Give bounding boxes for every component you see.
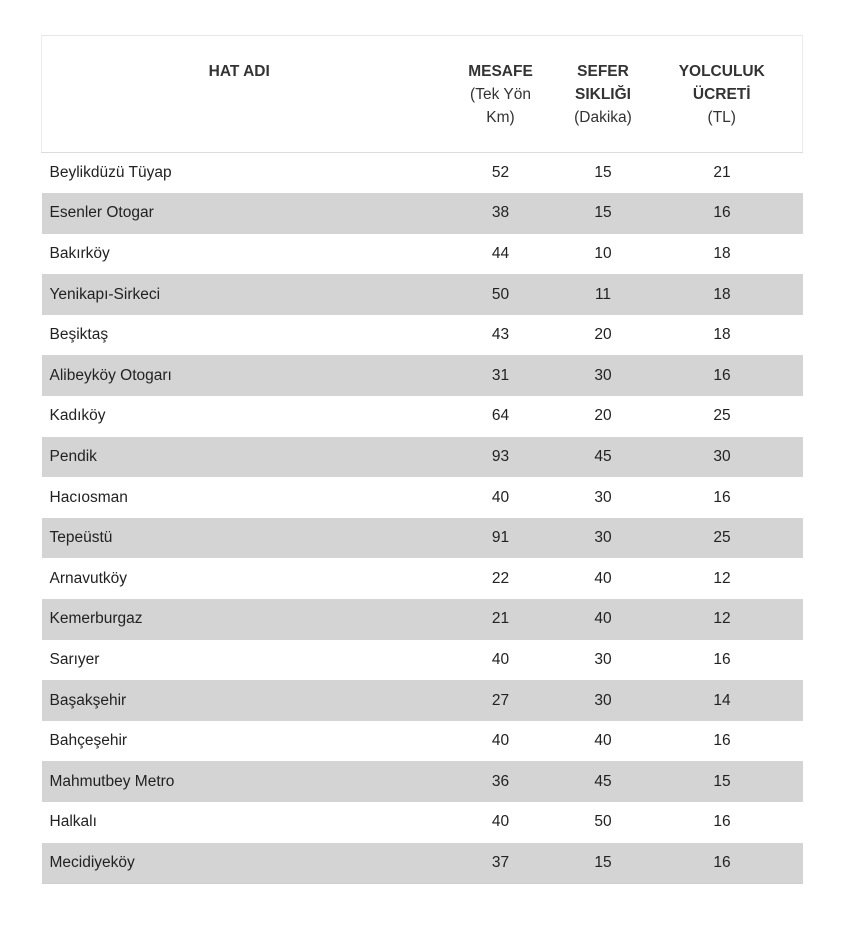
route-name-cell: Başakşehir — [49, 691, 127, 709]
route-name-cell: Bahçeşehir — [49, 732, 128, 750]
distance-cell: 44 — [491, 244, 510, 262]
table-row — [42, 599, 803, 640]
frequency-cell: 15 — [594, 204, 612, 222]
distance-cell: 50 — [491, 285, 510, 303]
route-name-cell: Beylikdüzü Tüyap — [49, 164, 172, 182]
fare-cell: 18 — [713, 285, 731, 303]
fare-cell: 16 — [713, 650, 731, 668]
frequency-cell: 30 — [594, 529, 612, 547]
route-name-cell: Esenler Otogar — [49, 204, 154, 222]
header-row — [42, 36, 803, 153]
table-row — [42, 274, 803, 315]
distance-cell: 93 — [491, 447, 510, 465]
frequency-cell: 11 — [594, 285, 612, 303]
distance-cell: 91 — [491, 529, 510, 547]
frequency-cell: 40 — [594, 610, 612, 628]
route-name-cell: Beşiktaş — [49, 326, 109, 344]
table-row — [42, 721, 803, 762]
header-fare-unit: (TL) — [707, 109, 736, 126]
header-frequency — [565, 36, 642, 153]
distance-cell: 27 — [491, 691, 510, 709]
route-name-cell: Alibeyköy Otogarı — [49, 366, 172, 384]
route-name-cell: Mahmutbey Metro — [49, 772, 175, 790]
frequency-cell: 45 — [594, 447, 612, 465]
header-frequency-title-2: SIKLIĞI — [575, 86, 631, 103]
frequency-cell: 30 — [594, 650, 612, 668]
table-row — [42, 396, 803, 437]
route-name-cell: Halkalı — [49, 813, 97, 831]
table-row — [42, 234, 803, 275]
distance-cell: 40 — [491, 488, 510, 506]
header-distance — [437, 36, 565, 153]
fare-cell: 16 — [713, 813, 731, 831]
route-name-cell: Kadıköy — [49, 407, 106, 425]
header-frequency-unit: (Dakika) — [574, 109, 632, 126]
table-row — [42, 477, 803, 518]
table-row — [42, 802, 803, 843]
route-name-cell: Sarıyer — [49, 650, 100, 668]
fare-cell: 16 — [713, 853, 731, 871]
frequency-cell: 40 — [594, 732, 612, 750]
table-row — [42, 640, 803, 681]
frequency-cell: 50 — [594, 813, 612, 831]
distance-cell: 22 — [491, 569, 510, 587]
header-distance-title: MESAFE — [468, 63, 533, 80]
fare-cell: 12 — [713, 610, 731, 628]
fare-cell: 18 — [713, 244, 731, 262]
header-frequency-title-1: SEFER — [577, 63, 629, 80]
distance-cell: 38 — [491, 204, 510, 222]
fare-cell: 16 — [713, 204, 731, 222]
distance-cell: 52 — [491, 164, 510, 182]
table-row — [42, 437, 803, 478]
header-route-name-label: HAT ADI — [208, 63, 270, 80]
route-table — [41, 35, 803, 884]
table-header — [42, 36, 803, 153]
route-name-cell: Hacıosman — [49, 488, 128, 506]
table-row — [42, 680, 803, 721]
header-fare-title-2: ÜCRETİ — [692, 86, 751, 103]
table-row — [42, 558, 803, 599]
fare-cell: 25 — [713, 407, 731, 425]
distance-cell: 21 — [491, 610, 510, 628]
route-table-container — [41, 35, 802, 884]
distance-cell: 37 — [491, 853, 510, 871]
table-row — [42, 153, 803, 194]
frequency-cell: 40 — [594, 569, 612, 587]
header-route-name — [42, 36, 437, 153]
route-name-cell: Kemerburgaz — [49, 610, 143, 628]
fare-cell: 30 — [713, 447, 731, 465]
header-fare-title-1: YOLCULUK — [678, 63, 765, 80]
route-name-cell: Arnavutköy — [49, 569, 128, 587]
frequency-cell: 20 — [594, 326, 612, 344]
distance-cell: 31 — [491, 366, 510, 384]
header-distance-unit-1: (Tek Yön — [470, 86, 531, 103]
frequency-cell: 20 — [594, 407, 612, 425]
distance-cell: 40 — [491, 650, 510, 668]
table-row — [42, 355, 803, 396]
table-body — [42, 153, 803, 884]
distance-cell: 40 — [491, 732, 510, 750]
fare-cell: 15 — [713, 772, 731, 790]
frequency-cell: 10 — [594, 244, 612, 262]
fare-cell: 21 — [713, 164, 731, 182]
route-name-cell: Pendik — [49, 447, 97, 465]
distance-cell: 36 — [491, 772, 510, 790]
route-name-cell: Tepeüstü — [49, 529, 113, 547]
route-name-cell: Mecidiyeköy — [49, 853, 135, 871]
frequency-cell: 45 — [594, 772, 612, 790]
fare-cell: 12 — [713, 569, 731, 587]
fare-cell: 18 — [713, 326, 731, 344]
table-row — [42, 518, 803, 559]
fare-cell: 16 — [713, 732, 731, 750]
fare-cell: 14 — [713, 691, 731, 709]
frequency-cell: 30 — [594, 691, 612, 709]
fare-cell: 16 — [713, 366, 731, 384]
frequency-cell: 15 — [594, 164, 612, 182]
frequency-cell: 15 — [594, 853, 612, 871]
frequency-cell: 30 — [594, 488, 612, 506]
route-name-cell: Bakırköy — [49, 244, 110, 262]
table-row — [42, 843, 803, 884]
route-name-cell: Yenikapı-Sirkeci — [49, 285, 161, 303]
distance-cell: 40 — [491, 813, 510, 831]
distance-cell: 64 — [491, 407, 510, 425]
header-fare — [642, 36, 803, 153]
header-distance-unit-2: Km) — [486, 109, 515, 126]
frequency-cell: 30 — [594, 366, 612, 384]
table-row — [42, 315, 803, 356]
distance-cell: 43 — [491, 326, 510, 344]
fare-cell: 25 — [713, 529, 731, 547]
table-row — [42, 761, 803, 802]
fare-cell: 16 — [713, 488, 731, 506]
table-row — [42, 193, 803, 234]
